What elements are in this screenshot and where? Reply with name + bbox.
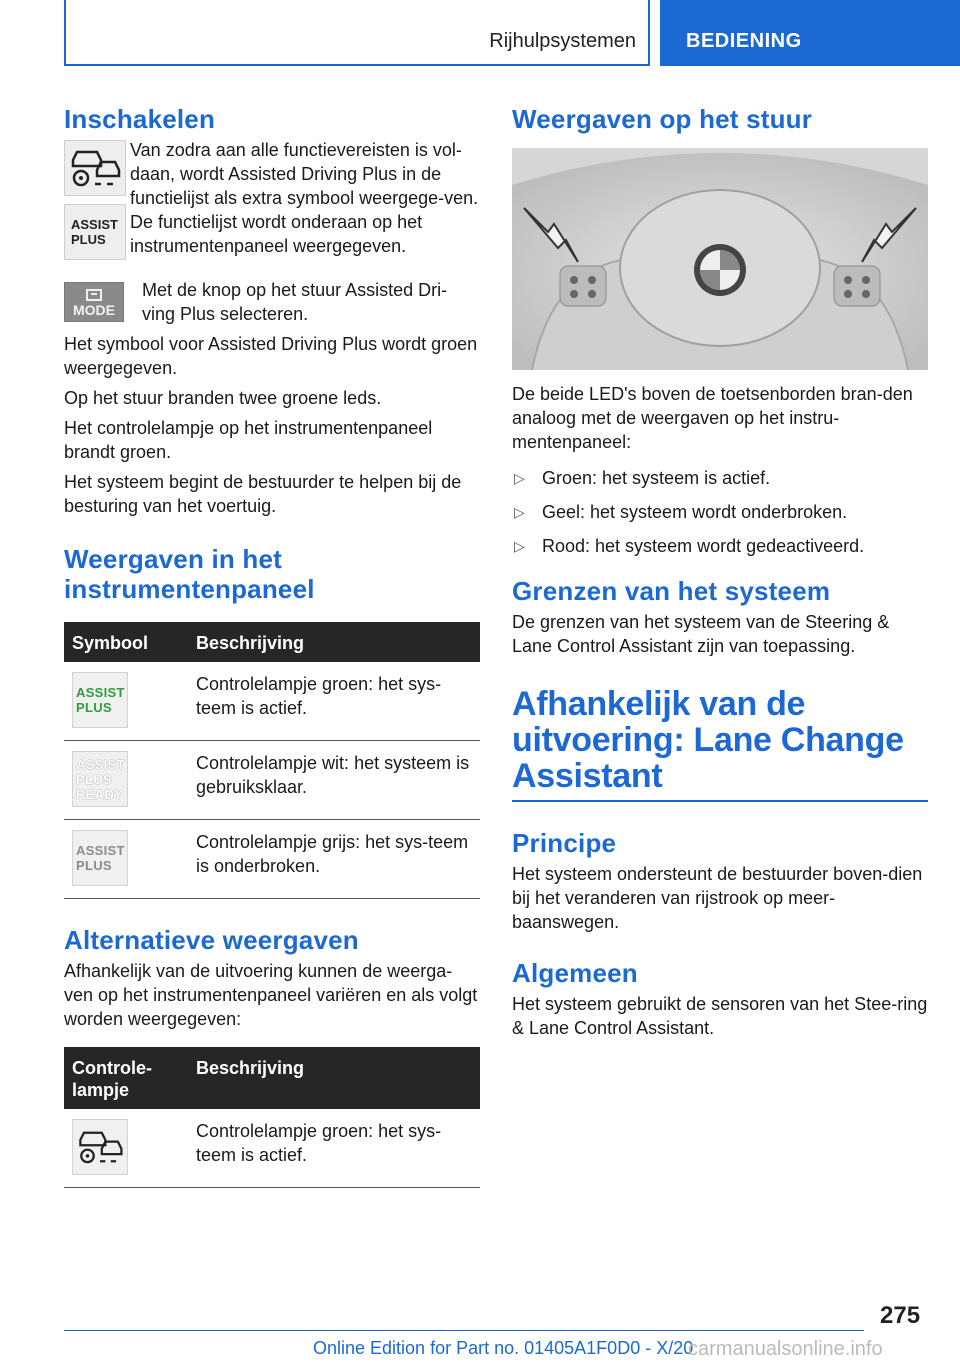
car-steering-icon bbox=[72, 1119, 128, 1175]
header-section-title: Rijhulpsystemen bbox=[489, 30, 636, 52]
principe-para: Het systeem ondersteunt de bestuurder boven-dien bij het veranderen van rijstrook op meer-baanswegen. bbox=[512, 864, 923, 932]
mode-row bbox=[64, 282, 480, 326]
heading-rule bbox=[512, 800, 928, 802]
heading-inschakelen: Inschakelen bbox=[64, 104, 216, 134]
page-number: 275 bbox=[880, 1302, 921, 1329]
heading-weergaven-instrumentenpaneel: Weergaven in het instrumentenpaneel bbox=[64, 544, 315, 604]
heading-principe: Principe bbox=[512, 828, 617, 858]
table-row bbox=[64, 820, 480, 899]
inschakelen-para2: Met de knop op het stuur Assisted Dri-ving Plus selecteren. bbox=[142, 280, 448, 324]
th-beschrijving-alt: Beschrijving bbox=[188, 1047, 480, 1109]
triangle-right-icon: ▷ bbox=[514, 504, 525, 520]
mode-button-icon: MODE bbox=[64, 282, 124, 322]
watermark: carmanualsonline.info bbox=[688, 1338, 883, 1360]
inschakelen-para6: Het systeem begint de bestuurder te helpen bij de besturing van het voertuig. bbox=[64, 472, 462, 516]
heading-grenzen: Grenzen van het systeem bbox=[512, 576, 831, 606]
left-column bbox=[64, 98, 480, 1188]
th-symbool: Symbool bbox=[64, 622, 188, 662]
row-desc: Controlelampje groen: het sys-teem is actief. bbox=[188, 1109, 480, 1188]
table-row bbox=[64, 1109, 480, 1188]
assist-plus-grey-icon: ASSIST PLUS bbox=[72, 830, 128, 886]
alt-table bbox=[64, 1047, 480, 1188]
header-section-box bbox=[64, 0, 650, 66]
table-row bbox=[64, 662, 480, 741]
th-controlelampje: Controle-lampje bbox=[64, 1047, 188, 1109]
inschakelen-para1: Van zodra aan alle functievereisten is vol-daan, wordt Assisted Driving Plus in de functielijst als extra symbool weergege-ven. De functielijst wordt onderaan op het instrumentenpaneel weergegeven. bbox=[130, 140, 479, 256]
heading-alternatieve-weergaven: Alternatieve weergaven bbox=[64, 925, 359, 955]
table-row bbox=[64, 741, 480, 820]
heading-algemeen: Algemeen bbox=[512, 958, 638, 988]
footer-edition: Online Edition for Part no. 01405A1F0D0 - X/20 bbox=[313, 1338, 694, 1358]
stuur-para: De beide LED's boven de toetsenborden bran-den analoog met de weergaven op het instru-mentenpaneel: bbox=[512, 384, 913, 452]
heading-afhankelijk: Afhankelijk van de uitvoering: Lane Change Assistant bbox=[512, 685, 904, 795]
triangle-right-icon: ▷ bbox=[514, 470, 525, 486]
assist-plus-icon: ASSIST PLUS bbox=[64, 204, 126, 260]
alternatieve-para: Afhankelijk van de uitvoering kunnen de weerga-ven op het instrumentenpaneel variëren en als volgt worden weergegeven: bbox=[64, 961, 478, 1029]
assist-plus-ready-white-icon: ASSIST PLUS READY bbox=[72, 751, 128, 807]
inschakelen-intro bbox=[64, 140, 480, 260]
symbol-table bbox=[64, 622, 480, 899]
right-column bbox=[512, 98, 928, 1040]
header-chapter-title: BEDIENING bbox=[686, 30, 802, 52]
list-item: ▷ Geel: het systeem wordt onderbroken. bbox=[514, 502, 848, 522]
header-chapter-tab[interactable] bbox=[660, 0, 960, 66]
row-desc: Controlelampje wit: het systeem is gebruiksklaar. bbox=[188, 741, 480, 820]
row-desc: Controlelampje groen: het sys-teem is actief. bbox=[188, 662, 480, 741]
car-steering-icon bbox=[64, 140, 126, 196]
list-item: ▷ Rood: het systeem wordt gedeactiveerd. bbox=[514, 536, 865, 556]
inschakelen-para5: Het controlelampje op het instrumentenpaneel brandt groen. bbox=[64, 418, 433, 462]
algemeen-para: Het systeem gebruikt de sensoren van het Stee-ring & Lane Control Assistant. bbox=[512, 994, 928, 1038]
triangle-right-icon: ▷ bbox=[514, 538, 525, 554]
led-list bbox=[512, 466, 928, 558]
inschakelen-para4: Op het stuur branden twee groene leds. bbox=[64, 388, 382, 408]
assist-plus-green-icon: ASSIST PLUS bbox=[72, 672, 128, 728]
steering-wheel-image bbox=[512, 148, 928, 370]
footer-rule bbox=[64, 1330, 864, 1331]
inschakelen-para3: Het symbool voor Assisted Driving Plus wordt groen weergegeven. bbox=[64, 334, 478, 378]
grenzen-para: De grenzen van het systeem van de Steering & Lane Control Assistant zijn van toepassing. bbox=[512, 612, 890, 656]
list-item: ▷ Groen: het systeem is actief. bbox=[514, 468, 771, 488]
heading-weergaven-stuur: Weergaven op het stuur bbox=[512, 104, 813, 134]
th-beschrijving: Beschrijving bbox=[188, 622, 480, 662]
row-desc: Controlelampje grijs: het sys-teem is onderbroken. bbox=[188, 820, 480, 899]
